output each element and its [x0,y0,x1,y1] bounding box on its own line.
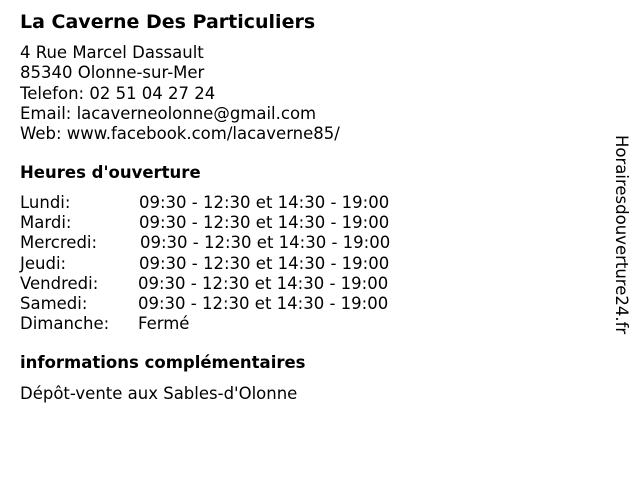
day-label: Dimanche: [20,314,110,334]
day-label: Jeudi: [20,253,67,273]
time-range: 09:30 - 12:30 et 14:30 - 19:00 [138,273,389,293]
contact-block [20,43,340,144]
day-label: Mercredi: [20,233,98,253]
watermark-text: Horairesdouverture24.fr [612,135,631,335]
day-label: Mardi: [20,213,72,233]
phone-number: Telefon: 02 51 04 27 24 [20,83,216,103]
time-range: 09:30 - 12:30 et 14:30 - 19:00 [139,253,390,273]
day-label: Vendredi: [20,273,99,293]
time-range: 09:30 - 12:30 et 14:30 - 19:00 [138,293,389,313]
business-name: La Caverne Des Particuliers [20,11,316,33]
email-address: Email: lacaverneolonne@gmail.com [20,103,317,123]
additional-info-text: Dépôt-vente aux Sables-d'Olonne [20,384,298,403]
time-range: 09:30 - 12:30 et 14:30 - 19:00 [140,233,391,253]
additional-info-heading: informations complémentaires [20,353,306,372]
street-address: 4 Rue Marcel Dassault [20,43,204,62]
website-url: Web: www.facebook.com/lacaverne85/ [20,124,340,144]
site-watermark [611,135,631,371]
day-label: Samedi: [20,293,88,313]
day-label: Lundi: [20,193,71,212]
time-range: 09:30 - 12:30 et 14:30 - 19:00 [139,193,390,212]
opening-hours-heading: Heures d'ouverture [20,163,201,182]
time-range: Fermé [138,314,190,334]
city-postcode: 85340 Olonne-sur-Mer [20,63,205,83]
time-range: 09:30 - 12:30 et 14:30 - 19:00 [139,213,390,233]
